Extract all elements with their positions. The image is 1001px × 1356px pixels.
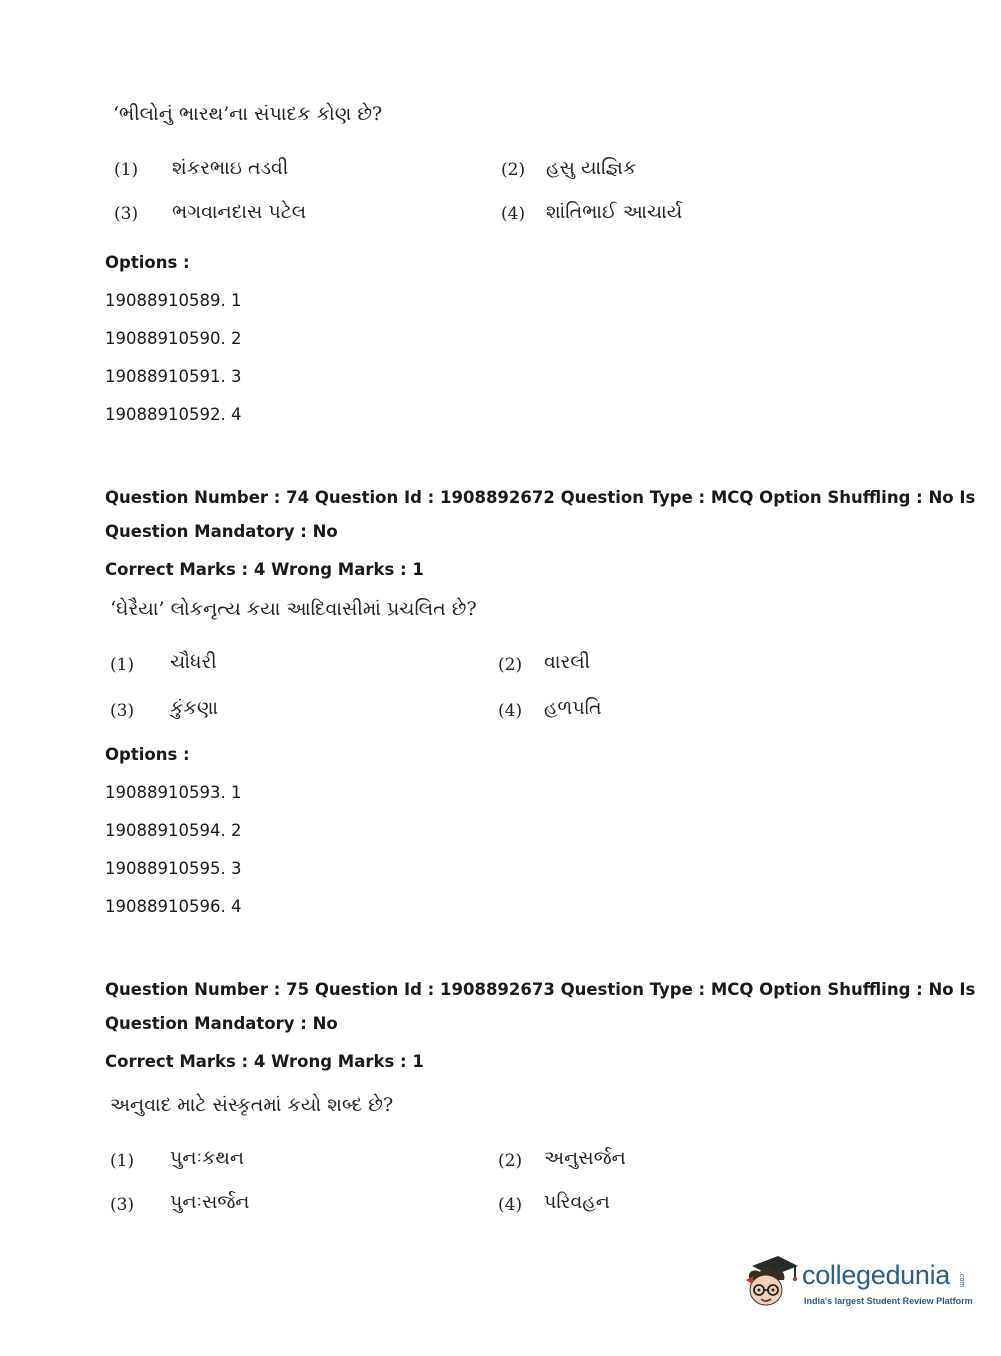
q73-option-2-text: હસુ યાજ્ઞિક	[546, 157, 637, 179]
q74-option-id-3: 19088910595. 3	[105, 859, 242, 878]
q74-option-3-number: (3)	[110, 701, 135, 721]
q74-option-4-text: હળપતિ	[544, 697, 602, 719]
q75-option-1-text: પુનઃકથન	[170, 1147, 245, 1169]
q75-option-4-number: (4)	[498, 1195, 523, 1215]
q74-header-line-1: Question Number : 74 Question Id : 1908892672 Question Type : MCQ Option Shuffling : No Is	[105, 488, 976, 507]
q73-option-id-1: 19088910589. 1	[105, 291, 242, 310]
q73-option-id-3: 19088910591. 3	[105, 367, 242, 386]
logo-domain: .com	[958, 1272, 965, 1288]
question-74-text: ‘ઘેરૈયા’ લોકનૃત્ય કયા આદિવાસીમાં પ્રચલિત છે?	[110, 598, 477, 620]
q73-option-2-number: (2)	[501, 160, 526, 180]
q73-option-1-number: (1)	[114, 160, 139, 180]
q74-option-id-1: 19088910593. 1	[105, 783, 242, 802]
q74-option-2-number: (2)	[498, 655, 523, 675]
q74-option-id-2: 19088910594. 2	[105, 821, 242, 840]
q75-option-2-text: અનુસર્જન	[544, 1147, 626, 1169]
q74-option-3-text: કુંકણા	[170, 697, 219, 719]
q75-option-3-text: પુનઃસર્જન	[170, 1191, 250, 1213]
q73-option-3-text: ભગવાનદાસ પટેલ	[172, 201, 307, 223]
q75-header-line-1: Question Number : 75 Question Id : 1908892673 Question Type : MCQ Option Shuffling : No Is	[105, 980, 976, 999]
q74-option-1-text: ચૌધરી	[170, 651, 217, 673]
collegedunia-logo	[742, 1250, 972, 1314]
q74-options-label: Options :	[105, 745, 190, 764]
q75-option-1-number: (1)	[110, 1151, 135, 1171]
q74-option-4-number: (4)	[498, 701, 523, 721]
logo-wordmark: collegedunia	[802, 1260, 951, 1290]
q73-options-label: Options :	[105, 253, 190, 272]
q74-option-2-text: વારલી	[544, 651, 591, 673]
question-75-text: અનુવાદ માટે સંસ્કૃતમાં કયો શબ્દ છે?	[110, 1094, 394, 1116]
q73-option-id-4: 19088910592. 4	[105, 405, 242, 424]
q74-header-line-2: Question Mandatory : No	[105, 522, 338, 541]
q75-option-2-number: (2)	[498, 1151, 523, 1171]
q74-option-1-number: (1)	[110, 655, 135, 675]
q73-option-id-2: 19088910590. 2	[105, 329, 242, 348]
q73-option-4-number: (4)	[501, 204, 526, 224]
logo-tagline: India's largest Student Review Platform	[804, 1296, 973, 1306]
q74-option-id-4: 19088910596. 4	[105, 897, 242, 916]
q75-header-line-2: Question Mandatory : No	[105, 1014, 338, 1033]
q75-option-4-text: પરિવહન	[544, 1191, 610, 1213]
question-73-text: ‘ભીલોનું ભારથ’ના સંપાદક કોણ છે?	[113, 103, 383, 125]
q75-option-3-number: (3)	[110, 1195, 135, 1215]
q75-marks: Correct Marks : 4 Wrong Marks : 1	[105, 1052, 424, 1071]
mascot-icon	[742, 1250, 800, 1314]
q73-option-4-text: શાંતિભાઈ આચાર્ય	[546, 201, 683, 223]
q73-option-1-text: શંકરભાઇ તડવી	[172, 157, 289, 179]
q73-option-3-number: (3)	[114, 204, 139, 224]
q74-marks: Correct Marks : 4 Wrong Marks : 1	[105, 560, 424, 579]
